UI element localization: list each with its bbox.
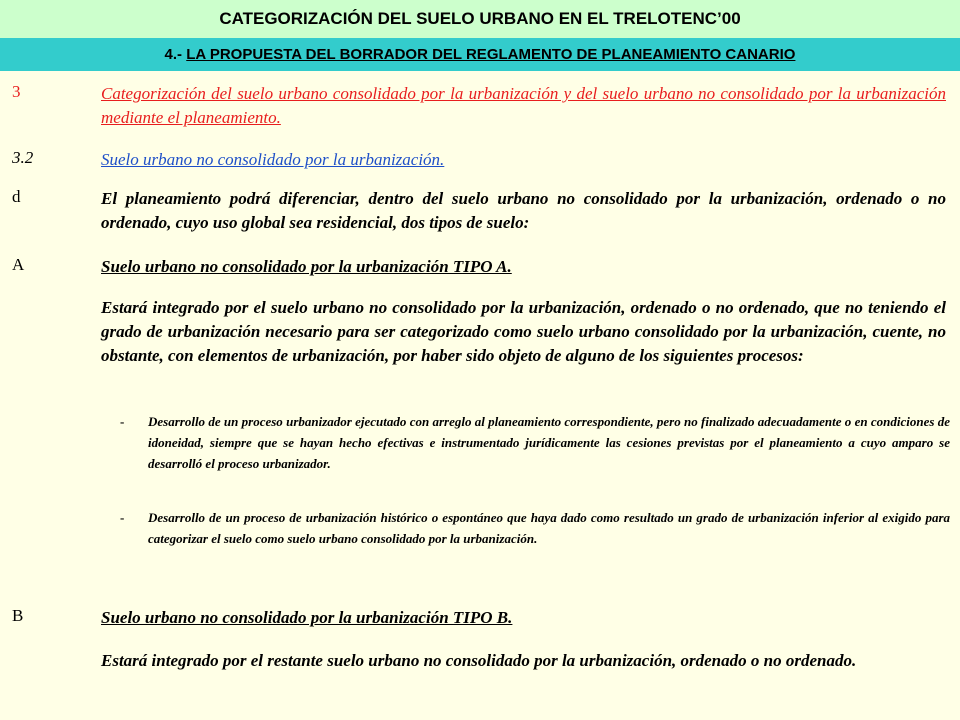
subtitle-prefix: 4.- xyxy=(164,46,187,63)
slide-title xyxy=(0,0,960,38)
bullet-dash: - xyxy=(120,510,125,525)
section-b-marker: B xyxy=(12,606,24,625)
bullet-text: Desarrollo de un proceso urbanizador ejecutado con arreglo al planeamiento correspondiente, pero no finalizado adecuadamente o en condiciones de idoneidad, siempre que se hayan hecho efectivas e instrumentado jurídicamente las cesiones previstas por el planeamiento a cuyo amparo se desarrolló el proceso urbanizador. xyxy=(148,414,950,471)
slide-subtitle xyxy=(0,38,960,71)
slide-title-text: CATEGORIZACIÓN DEL SUELO URBANO EN EL TRELOTENC’00 xyxy=(219,9,741,28)
section-b-heading: Suelo urbano no consolidado por la urbanización TIPO B. xyxy=(101,608,513,627)
bullet-text: Desarrollo de un proceso de urbanización histórico o espontáneo que haya dado como resultado un grado de urbanización inferior al exigido para categorizar el suelo como suelo urbano consolidado por la urbanización. xyxy=(148,510,950,546)
section-a-marker: A xyxy=(12,255,25,274)
bullet-dash: - xyxy=(120,414,125,429)
section-3-marker: 3 xyxy=(12,82,21,101)
section-a-body: Estará integrado por el suelo urbano no consolidado por la urbanización, ordenado o no ordenado, que no teniendo el grado de urbanización necesario para ser categorizado como suelo urbano consolidado por la urbanización, cuente, no obstante, con elementos de urbanización, por haber sido objeto de alguno de los siguientes procesos: xyxy=(101,298,946,365)
section-3-2-marker: 3.2 xyxy=(12,148,34,167)
section-b-body: Estará integrado por el restante suelo urbano no consolidado por la urbanización, ordenado o no ordenado. xyxy=(101,651,857,670)
section-d-text: El planeamiento podrá diferenciar, dentro del suelo urbano no consolidado por la urbanización, ordenado o no ordenado, cuyo uso global sea residencial, dos tipos de suelo: xyxy=(101,189,946,232)
section-d-marker: d xyxy=(12,187,21,206)
section-3-2-text: Suelo urbano no consolidado por la urbanización. xyxy=(101,150,445,169)
section-a-heading: Suelo urbano no consolidado por la urbanización TIPO A. xyxy=(101,257,512,276)
subtitle-text: LA PROPUESTA DEL BORRADOR DEL REGLAMENTO DE PLANEAMIENTO CANARIO xyxy=(186,46,796,63)
section-3-text: Categorización del suelo urbano consolidado por la urbanización y del suelo urbano no consolidado por la urbanización mediante el planeamiento. xyxy=(101,84,946,127)
